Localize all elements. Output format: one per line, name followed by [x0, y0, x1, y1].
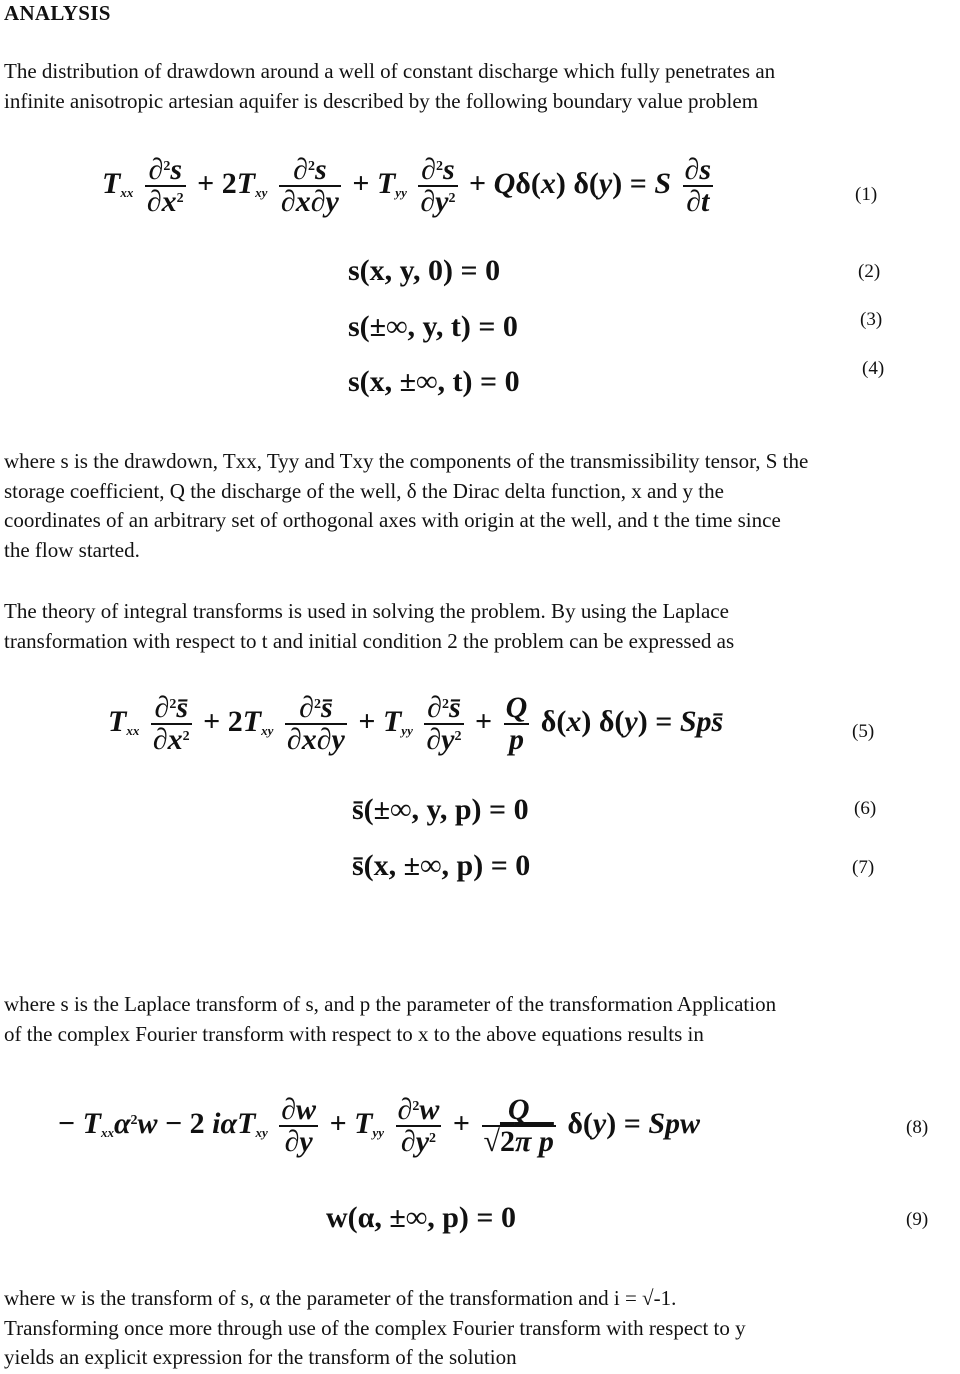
equation-number-9: (9) — [906, 1209, 929, 1230]
paragraph-line: the flow started. — [4, 537, 140, 562]
equation-number-3: (3) — [860, 309, 883, 330]
equation-1: $T_{xx}$ $\frac{\partial^2s}{\partial x^2}$ + $2T_{xy}$ $\frac{\partial^2s}{\partial x\partial y}$ + $T_{yy}$ $\frac{\partial^2s}{\partial y^2}$ + Qδ(x) δ(y) = S $\frac{\partial s}{\partial t}$ — [102, 153, 712, 218]
equation-number-6: (6) — [854, 798, 877, 819]
equation-number-2: (2) — [858, 261, 881, 282]
paragraph-intro — [4, 57, 960, 116]
equation-2: s(x, y, 0) = 0 — [348, 254, 501, 287]
equation-3: s(±∞, y, t) = 0 — [348, 310, 518, 343]
paragraph-line: infinite anisotropic artesian aquifer is described by the following boundary value problem — [4, 88, 759, 113]
equation-number-5: (5) — [852, 721, 875, 742]
equation-5: $T_{xx}$ $\frac{\partial^2s̄}{\partial x^2}$ + $2T_{xy}$ $\frac{\partial^2s̄}{\partial x\partial y}$ + $T_{yy}$ $\frac{\partial^2s̄}{\partial y^2}$ + $\frac{Q}{p}$ δ(x) δ(y) = Sps̄ — [108, 691, 724, 756]
equation-number-1: (1) — [855, 184, 878, 205]
paragraph-line: where w is the transform of s, α the parameter of the transformation and i = √-1. — [4, 1286, 677, 1310]
paragraph-definitions — [4, 447, 960, 565]
paragraph-laplace — [4, 597, 960, 656]
paragraph-line: Transforming once more through use of the complex Fourier transform with respect to y — [4, 1315, 746, 1340]
paragraph-line: transformation with respect to t and initial condition 2 the problem can be expressed as — [4, 628, 735, 653]
equation-number-7: (7) — [852, 857, 875, 878]
paragraph-line: of the complex Fourier transform with respect to x to the above equations results in — [4, 1021, 704, 1046]
paragraph-line: storage coefficient, Q the discharge of the well, δ the Dirac delta function, x and y the — [4, 478, 724, 503]
equation-number-8: (8) — [906, 1117, 929, 1138]
paragraph-line: The theory of integral transforms is used in solving the problem. By using the Laplace — [4, 599, 729, 623]
paragraph-line: where s is the drawdown, Txx, Tyy and Txy the components of the transmissibility tensor, S the — [4, 449, 809, 473]
paragraph-line: coordinates of an arbitrary set of orthogonal axes with origin at the well, and t the time since — [4, 508, 781, 532]
equation-8: − $T_{xx}\alpha^2w - 2$ iαT$_{xy}$ $\frac{\partial w}{\partial y}$ + $T_{yy}$ $\frac{\partial^2w}{\partial y^2}$ + $\frac{Q}{\text{√2π p}}$ δ(y) = Spw — [58, 1093, 701, 1158]
paragraph-line: The distribution of drawdown around a well of constant discharge which fully penetrates an — [4, 59, 776, 83]
paragraph-fourier-y — [4, 1284, 960, 1373]
section-heading: ANALYSIS — [4, 1, 111, 25]
equation-number-4: (4) — [862, 358, 885, 379]
equation-6: s̄(±∞, y, p) = 0 — [352, 793, 529, 826]
paragraph-line: where s is the Laplace transform of s, and p the parameter of the transformation Application — [4, 992, 777, 1016]
paragraph-line: yields an explicit expression for the transform of the solution — [4, 1345, 517, 1369]
equation-9: w(α, ±∞, p) = 0 — [326, 1201, 517, 1234]
equation-7: s̄(x, ±∞, p) = 0 — [352, 849, 531, 882]
paragraph-fourier-x — [4, 990, 960, 1049]
equation-4: s(x, ±∞, t) = 0 — [348, 365, 520, 398]
